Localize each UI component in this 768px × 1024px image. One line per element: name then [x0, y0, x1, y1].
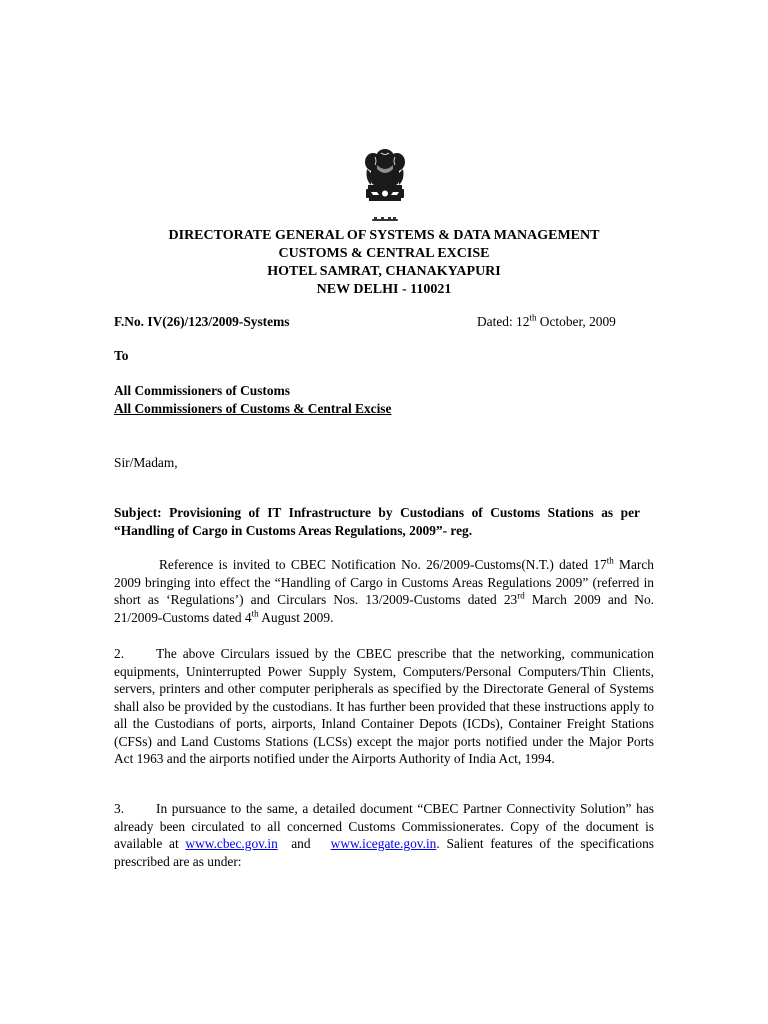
date-prefix: Dated: 12 [477, 314, 530, 329]
para1-sup-3: th [251, 608, 259, 619]
para1-text-4: August 2009. [258, 609, 334, 625]
paragraph-1 [114, 556, 654, 626]
para3-text-2: and [277, 836, 331, 851]
reference-row [114, 313, 654, 333]
letterhead [0, 227, 768, 299]
date-suffix: th [529, 312, 537, 323]
paragraph-2 [114, 645, 654, 768]
to-label: To [114, 348, 129, 363]
national-emblem-icon [357, 143, 413, 227]
para1-text-1: Reference is invited to CBEC Notification No. 26/2009-Customs(N.T.) dated 17 [159, 557, 607, 572]
para2-text: The above Circulars issued by the CBEC prescribe that the networking, communication equipments, Uninterrupted Power Supply System, Computers/Personal Computers/Thin Clients, servers, printers and other computer peripherals as specified by the Directorate General of Systems shall also be provided by the custodians. It has further been provided that these instructions apply to all the Custodians of ports, airports, Inland Container Depots (ICDs), Container Freight Stations (CFSs) and Land Customs Stations (LCSs) except the major ports notified under the Major Ports Act 1963 and the airports notified under the Airports Authority of India Act, 1994. [114, 646, 654, 766]
cbec-website-link[interactable]: www.cbec.gov.in [185, 836, 278, 851]
header-organization: DIRECTORATE GENERAL OF SYSTEMS & DATA MANAGEMENT [168, 228, 600, 243]
header-city: NEW DELHI - 110021 [316, 282, 452, 297]
addressee-line-2: All Commissioners of Customs & Central Excise [114, 401, 392, 416]
date-rest: October, 2009 [536, 314, 616, 329]
para3-number: 3. [114, 801, 125, 816]
para1-sup-1: th [606, 555, 614, 566]
addressees [114, 382, 391, 418]
para1-sup-2: rd [517, 590, 525, 601]
paragraph-3 [114, 800, 654, 870]
date-line [477, 313, 616, 331]
para3-text-1: In pursuance to the same, a detailed document “CBEC Partner Connectivity Solution” has already been circulated to all concerned Customs Commissionerates. Copy of the document is available at [114, 801, 654, 851]
para1-text-3: March 2009 and No. 21/2009-Customs dated 4 [114, 592, 655, 625]
icegate-website-link[interactable]: www.icegate.gov.in [330, 836, 437, 851]
salutation: Sir/Madam, [114, 455, 178, 470]
header-address: HOTEL SAMRAT, CHANAKYAPURI [267, 264, 501, 279]
header-department: CUSTOMS & CENTRAL EXCISE [278, 246, 490, 261]
para2-number: 2. [114, 646, 125, 661]
subject-line: Subject: Provisioning of IT Infrastructure by Custodians of Customs Stations as per “Handling of Cargo in Customs Areas Regulations, 2009”- reg. [114, 505, 640, 538]
para1-text-2: March 2009 bringing into effect the “Handling of Cargo in Customs Areas Regulations 2009” (referred in short as ‘Regulations’) and Circulars Nos. 13/2009-Customs dated 23 [114, 557, 654, 607]
addressee-line-1: All Commissioners of Customs [114, 383, 290, 398]
para3-text-3: . Salient features of the specifications prescribed are as under: [114, 836, 654, 869]
file-number: F.No. IV(26)/123/2009-Systems [114, 314, 290, 329]
